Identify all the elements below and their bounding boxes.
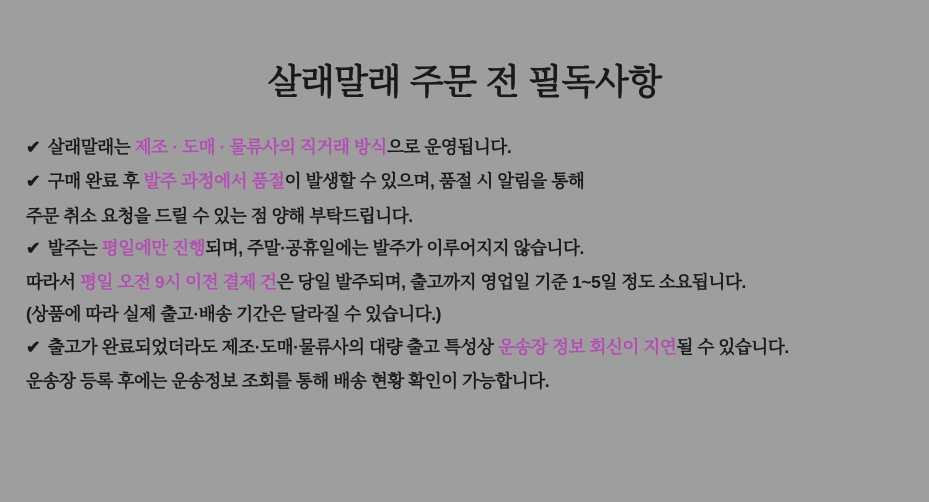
highlighted-text: 평일 오전 9시 이전 결제 건 [79,272,277,292]
highlighted-text: 평일에만 진행 [101,237,206,258]
notice-line [26,239,903,258]
notice-text: 은 당일 발주되며, 출고까지 영업일 기준 1~5일 정도 소요됩니다. [276,272,746,292]
notice-text: 구매 완료 후 [47,171,144,192]
notice-text: 되며, 주말·공휴일에는 발주가 이루어지지 않습니다. [205,237,585,258]
notice-text: (상품에 따라 실제 출고·배송 기간은 달라질 수 있습니다.) [26,304,442,325]
highlighted-text: 발주 과정에서 품절 [143,171,285,192]
page-title: 살래말래 주문 전 필독사항 [267,63,662,102]
check-icon: ✔ [26,336,41,357]
notice-line [26,273,903,292]
notice-line [26,138,903,157]
highlighted-text: 제조 · 도매 · 물류사의 직거래 방식 [134,137,387,157]
notice-text: 발주는 [47,237,102,258]
check-icon: ✔ [26,137,41,157]
notice-text: 이 발생할 수 있으며, 품절 시 알림을 통해 [284,171,585,192]
notice-line [26,305,903,324]
check-icon: ✔ [26,171,41,192]
notice-text: 으로 운영됩니다. [386,137,512,157]
notice-line [26,207,903,226]
notice-text: 주문 취소 요청을 드릴 수 있는 점 양해 부탁드립니다. [26,205,413,226]
notice-body [0,104,929,391]
notice-line [26,172,903,191]
check-icon: ✔ [26,237,41,258]
notice-text: 살래말래는 [47,137,135,157]
notice-text: 운송장 등록 후에는 운송정보 조회를 통해 배송 현황 확인이 가능합니다. [26,370,550,391]
notice-line [26,372,903,391]
notice-text: 될 수 있습니다. [676,336,789,357]
notice-line [26,338,903,357]
highlighted-text: 운송장 정보 회신이 지연 [498,336,677,357]
notice-text: 출고가 완료되었더라도 제조·도매·물류사의 대량 출고 특성상 [47,336,498,357]
notice-text: 따라서 [26,272,80,292]
